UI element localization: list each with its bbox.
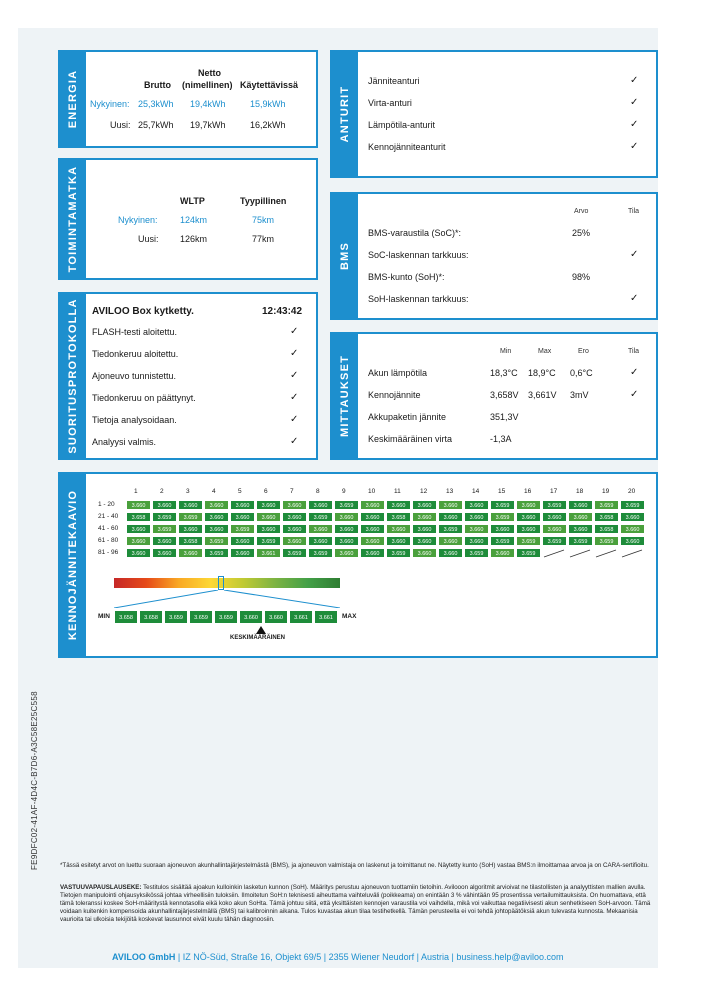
column-header: 1 [134,488,138,495]
disclaimer-title: VASTUUVAPAUSLAUSEKE: [60,884,142,891]
protocol-step: Tiedonkeruu aloitettu. [92,349,179,359]
range-row-label: Nykyinen: [118,215,158,225]
empty-cell-slash [594,548,618,558]
cell-value: 3.660 [178,500,203,510]
protocol-step: Ajoneuvo tunnistettu. [92,371,177,381]
cell-value: 3.660 [308,500,333,510]
range-tab: TOIMINTAMATKA [60,160,86,278]
cell-value: 3.660 [282,524,307,534]
cell-value: 3.660 [256,500,281,510]
company-address: | IZ NÖ-Süd, Straße 16, Objekt 69/5 | 2355 Wiener Neudorf | Austria | business.help@aviloo.com [177,952,564,962]
cell-value: 3.660 [568,500,593,510]
column-header: 8 [316,488,320,495]
scale-value: 3.660 [239,610,263,624]
scale-value: 3.659 [164,610,188,624]
energy-row-label: Uusi: [110,120,131,130]
protocol-step: FLASH-testi aloitettu. [92,327,178,337]
cell-value: 3.660 [256,524,281,534]
cell-value: 3.660 [152,500,177,510]
check-icon: ✓ [290,348,299,359]
cell-value: 3.659 [204,548,229,558]
range-value: 77km [252,234,275,244]
cell-voltage-tab: KENNOJÄNNITEKAAVIO [60,474,86,656]
row-label: 41 - 60 [98,525,119,532]
cell-value: 3.660 [204,524,229,534]
cell-value: 3.660 [438,512,463,522]
cell-value: 3.659 [152,524,177,534]
col-typical: Tyypillinen [240,196,287,206]
cell-value: 3.660 [360,536,385,546]
cell-value: 3.660 [282,500,307,510]
cell-value: 3.660 [334,548,359,558]
energy-tab: ENERGIA [60,52,86,146]
check-icon: ✓ [290,392,299,403]
column-header: 13 [446,488,454,495]
cell-value: 3.660 [126,536,151,546]
company-name: AVILOO GmbH [112,952,176,962]
protocol-tab: SUORITUSPROTOKOLLA [60,294,86,458]
cell-value: 3.660 [412,524,437,534]
check-icon: ✓ [630,97,639,108]
energy-value: 19,7kWh [190,120,226,130]
cell-value: 3.659 [516,536,541,546]
measurement-value: 3,658V [490,390,519,400]
row-label: 1 - 20 [98,501,115,508]
cell-value: 3.658 [386,512,411,522]
check-icon: ✓ [630,367,639,378]
column-header: 4 [212,488,216,495]
cell-value: 3.660 [386,524,411,534]
measurement-value: 351,3V [490,412,519,422]
range-value: 126km [180,234,208,244]
cell-value: 3.659 [308,548,333,558]
cell-value: 3.660 [360,512,385,522]
disclaimer [60,884,660,924]
cell-value: 3.660 [230,512,255,522]
cell-value: 3.660 [282,536,307,546]
cell-value: 3.659 [178,512,203,522]
scale-value: 3.658 [139,610,163,624]
cell-value: 3.660 [542,524,567,534]
cell-value: 3.660 [412,548,437,558]
cell-value: 3.660 [386,500,411,510]
measurements-panel [330,332,658,460]
sensors-panel [330,50,658,178]
empty-cell-slash [620,548,644,558]
col-brutto: Brutto [144,80,171,90]
cell-value: 3.660 [464,536,489,546]
cell-value: 3.660 [438,536,463,546]
cell-value: 3.659 [204,536,229,546]
check-icon: ✓ [290,436,299,447]
measurement-value: 18,3°C [490,368,518,378]
cell-value: 3.660 [230,500,255,510]
col-netto-sub: (nimellinen) [182,80,233,90]
cell-value: 3.660 [490,548,515,558]
energy-value: 19,4kWh [190,99,226,109]
cell-value: 3.660 [178,524,203,534]
column-header: 20 [628,488,636,495]
measurement-label: Akkupaketin jännite [368,412,447,422]
cell-value: 3.659 [152,512,177,522]
energy-value: 25,7kWh [138,120,174,130]
col-status: Tila [628,348,640,355]
cell-value: 3.660 [126,524,151,534]
bms-value: 98% [572,272,591,282]
measurement-value: 18,9°C [528,368,556,378]
sensor-item: Lämpötila-anturit [368,120,436,130]
bms-row-label: SoC-laskennan tarkkuus: [368,250,469,260]
cell-value: 3.660 [568,524,593,534]
cell-value: 3.660 [256,512,281,522]
col-max: Max [538,348,552,355]
check-icon: ✓ [630,293,639,304]
column-header: 19 [602,488,610,495]
cell-value: 3.659 [386,548,411,558]
range-value: 75km [252,215,275,225]
scale-zoom-lines [114,590,340,608]
column-header: 18 [576,488,584,495]
cell-value: 3.660 [230,536,255,546]
bms-panel [330,192,658,320]
cell-value: 3.660 [542,512,567,522]
cell-value: 3.659 [594,500,619,510]
scale-value: 3.659 [214,610,238,624]
check-icon: ✓ [290,414,299,425]
col-value: Arvo [574,208,589,215]
cell-value: 3.658 [594,524,619,534]
cell-value: 3.659 [542,536,567,546]
cell-value: 3.660 [360,500,385,510]
cell-value: 3.658 [178,536,203,546]
protocol-title: AVILOO Box kytketty. [92,306,194,317]
color-scale-bar [114,578,340,588]
energy-value: 25,3kWh [138,99,174,109]
cell-value: 3.660 [516,512,541,522]
cell-value: 3.660 [126,500,151,510]
footnote: *Tässä esitetyt arvot on luettu suoraan ajoneuvon akunhallintajärjestelmästä (BMS), ja ajoneuvon valmistaja on laskenut ja toimittanut ne. Näytetty kunto (SoH) vastaa BMS:n ilmoittamaa arvoa ja on CARA-sertifioitu. [60,862,649,869]
column-header: 6 [264,488,268,495]
cell-voltage-panel [58,472,658,658]
cell-value: 3.658 [594,512,619,522]
cell-value: 3.660 [464,500,489,510]
protocol-time: 12:43:42 [262,306,303,317]
scale-value: 3.658 [114,610,138,624]
cell-value: 3.659 [308,512,333,522]
check-icon: ✓ [630,141,639,152]
protocol-step: Analyysi valmis. [92,437,157,447]
sensor-item: Jänniteanturi [368,76,420,86]
cell-value: 3.660 [464,512,489,522]
col-diff: Ero [578,348,589,355]
cell-value: 3.659 [568,536,593,546]
measurement-label: Keskimääräinen virta [368,434,453,444]
scale-value: 3.659 [189,610,213,624]
cell-value: 3.659 [438,524,463,534]
scale-value: 3.661 [289,610,313,624]
cell-value: 3.660 [516,524,541,534]
energy-panel [58,50,318,148]
column-header: 5 [238,488,242,495]
average-marker-icon [256,626,266,634]
check-icon: ✓ [630,389,639,400]
cell-value: 3.659 [490,536,515,546]
measurement-value: 0,6°C [570,368,593,378]
cell-value: 3.660 [308,536,333,546]
column-header: 11 [394,488,401,495]
scale-marker [218,576,224,590]
measurement-value: 3mV [570,390,589,400]
measurement-value: 3,661V [528,390,557,400]
check-icon: ✓ [290,370,299,381]
measurements-tab: MITTAUKSET [332,334,358,458]
empty-cell-slash [542,548,566,558]
cell-value: 3.659 [464,548,489,558]
cell-value: 3.658 [126,512,151,522]
bms-row-label: BMS-kunto (SoH)*: [368,272,445,282]
cell-value: 3.660 [490,524,515,534]
cell-value: 3.660 [152,536,177,546]
energy-value: 15,9kWh [250,99,286,109]
cell-value: 3.660 [620,524,645,534]
cell-value: 3.659 [256,536,281,546]
bms-tab: BMS [332,194,358,318]
cell-value: 3.659 [542,500,567,510]
cell-value: 3.660 [464,524,489,534]
column-header: 9 [342,488,346,495]
cell-value: 3.660 [282,512,307,522]
footer-address-line [112,952,564,962]
cell-value: 3.660 [412,500,437,510]
row-label: 61 - 80 [98,537,119,544]
sensor-item: Virta-anturi [368,98,412,108]
cell-value: 3.660 [126,548,151,558]
cell-value: 3.660 [412,512,437,522]
scale-min-label: MIN [98,613,110,620]
col-min: Min [500,348,512,355]
column-header: 2 [160,488,164,495]
scale-value: 3.661 [314,610,338,624]
cell-value: 3.660 [334,524,359,534]
column-header: 7 [290,488,294,495]
column-header: 12 [420,488,428,495]
cell-value: 3.659 [334,500,359,510]
cell-value: 3.660 [568,512,593,522]
col-status: Tila [628,208,640,215]
measurement-label: Akun lämpötila [368,368,428,378]
cell-value: 3.659 [490,512,515,522]
cell-value: 3.660 [204,500,229,510]
protocol-step: Tietoja analysoidaan. [92,415,177,425]
column-header: 10 [368,488,376,495]
cell-value: 3.660 [360,548,385,558]
column-header: 15 [498,488,506,495]
range-value: 124km [180,215,208,225]
cell-value: 3.660 [620,536,645,546]
range-row-label: Uusi: [138,234,159,244]
scale-max-label: MAX [342,613,357,620]
cell-value: 3.660 [620,512,645,522]
bms-row-label: SoH-laskennan tarkkuus: [368,294,469,304]
average-label: KESKIMÄÄRÄINEN [230,635,286,641]
scale-value: 3.660 [264,610,288,624]
cell-value: 3.661 [256,548,281,558]
cell-value: 3.660 [386,536,411,546]
column-header: 16 [524,488,532,495]
sensors-tab: ANTURIT [332,52,358,176]
sensor-item: Kennojänniteanturit [368,142,446,152]
cell-value: 3.660 [516,500,541,510]
protocol-panel [58,292,318,460]
protocol-step: Tiedonkeruu on päättynyt. [92,393,196,403]
cell-value: 3.660 [412,536,437,546]
cell-value: 3.660 [178,548,203,558]
cell-value: 3.660 [204,512,229,522]
col-kaytettavissa: Käytettävissä [240,80,299,90]
check-icon: ✓ [290,326,299,337]
cell-value: 3.660 [230,548,255,558]
column-header: 17 [550,488,558,495]
serial-number: FE9DFC02-41AF-4D4C-B7D6-A3C58E25C558 [30,691,39,870]
cell-value: 3.659 [230,524,255,534]
bms-value: 25% [572,228,591,238]
column-header: 14 [472,488,480,495]
cell-value: 3.660 [152,548,177,558]
check-icon: ✓ [630,75,639,86]
measurement-value: -1,3A [490,434,512,444]
cell-value: 3.659 [490,500,515,510]
cell-value: 3.659 [516,548,541,558]
cell-value: 3.660 [360,524,385,534]
col-wltp: WLTP [180,196,205,206]
cell-value: 3.660 [334,512,359,522]
energy-row-label: Nykyinen: [90,99,130,109]
cell-value: 3.659 [594,536,619,546]
cell-voltage-grid [60,474,656,656]
range-panel [58,158,318,280]
cell-value: 3.659 [620,500,645,510]
column-header: 3 [186,488,190,495]
col-netto: Netto [198,68,221,78]
measurement-label: Kennojännite [368,390,421,400]
cell-value: 3.660 [438,548,463,558]
row-label: 81 - 96 [98,549,119,556]
cell-value: 3.660 [334,536,359,546]
bms-row-label: BMS-varaustila (SoC)*: [368,228,462,238]
check-icon: ✓ [630,249,639,260]
cell-value: 3.660 [438,500,463,510]
row-label: 21 - 40 [98,513,119,520]
energy-value: 16,2kWh [250,120,286,130]
disclaimer-text: Testitulos sisältää ajoakun kulloinkin lasketun kunnon (SoH). Määritys perustuu ajoneuvon tuottamiin tietoihin. Avilooon algoritmit arvioivat ne tilastollisten ja analyyttisten mallien avulla. Tietojen manipulointi ohjausyksikössä johtaa virheellisiin tuloksiin. Ilmoitetun SoH:n teknisesti aiheuttama vaihteluväli (poikkeama) on enintään 3 % vähintään 95 prosentissa vertailumittauksista. On huomattava, että tämä toleranssi koskee SoH-määritystä kennotasolla eikä koko akun SoHta. Tämä johtuu siitä, että yksittäisten kennojen varaustila voi vaihdella, mikä voi vaikuttaa negatiivisesti akun senhetkiseen SoH-arvoon. Tämä voidaan kuitenkin kompensoida akunhallintajärjestelmällä (BMS) tai kalibroinnin aikana. Tulos kuvastaa akun tilaa testihetkellä. Tämän perusteella ei voi tehdä johtopäätöksiä akun tulevasta kunnosta. Mekaanisia vaurioita tai ulkoisia tekijöitä koskevat lausunnot eivät kuulu tähän diagnoosiin. [60,884,651,923]
check-icon: ✓ [630,119,639,130]
empty-cell-slash [568,548,592,558]
cell-value: 3.660 [308,524,333,534]
cell-value: 3.659 [282,548,307,558]
